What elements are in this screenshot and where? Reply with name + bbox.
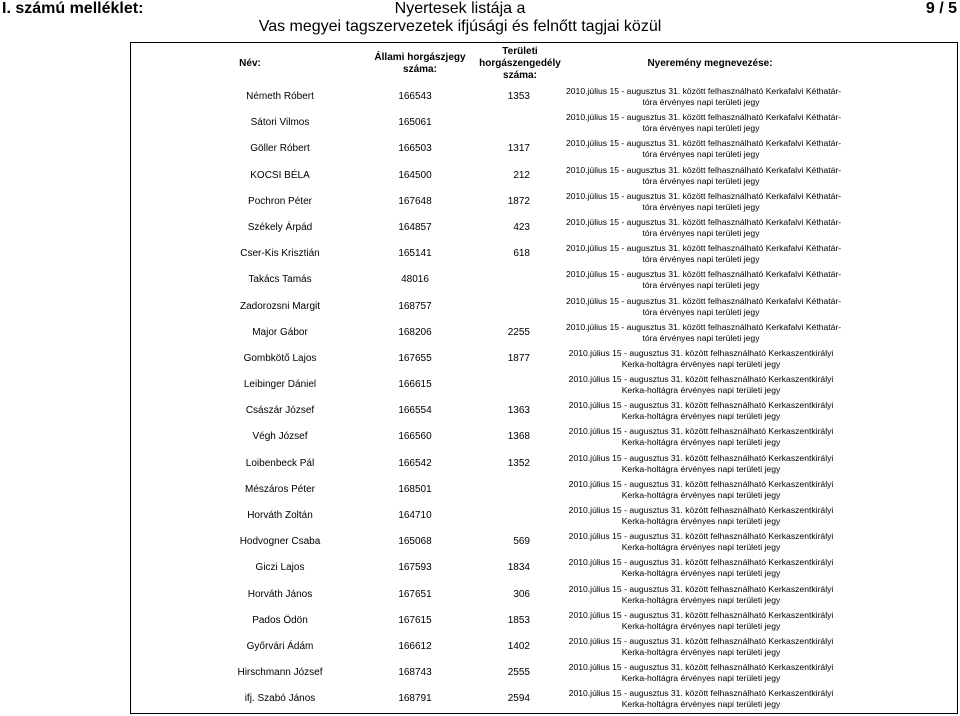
prize-line-1: 2010.július 15 - augusztus 31. között felhasználható Kerkafalvi Kéthatár-	[566, 216, 842, 227]
prize-description	[566, 138, 842, 160]
prize-description	[566, 269, 842, 291]
table-row	[130, 110, 958, 136]
area-permit-number: 1353	[507, 91, 530, 102]
prize-line-2: Kerka-holtágra érvényes napi területi jegy	[621, 358, 781, 369]
license-number: 167648	[398, 195, 432, 207]
table-row	[130, 189, 958, 215]
prize-line-1: 2010.július 15 - augusztus 31. között felhasználható Kerkafalvi Kéthatár-	[566, 321, 842, 332]
area-permit-number: 1402	[507, 640, 530, 652]
prize-description	[566, 505, 836, 527]
prize-description	[566, 295, 842, 318]
prize-line-2: tóra érvényes napi területi jegy	[642, 227, 760, 238]
table-row	[130, 555, 958, 581]
prize-line-2: Kerka-holtágra érvényes napi területi jegy	[621, 568, 781, 579]
prize-line-2: tóra érvényes napi területi jegy	[642, 97, 760, 107]
area-permit-number: 1872	[507, 195, 530, 207]
area-permit-number: 1363	[507, 405, 530, 417]
prize-line-2: Kerka-holtágra érvényes napi területi jegy	[621, 646, 781, 657]
area-permit-number: 2255	[507, 326, 530, 338]
area-permit-number: 423	[513, 221, 530, 233]
winner-name: Hirschmann József	[237, 667, 323, 679]
column-header-area	[470, 46, 570, 82]
winner-name: Császár József	[245, 405, 315, 417]
license-number: 168743	[398, 667, 432, 679]
prize-line-2: tóra érvényes napi területi jegy	[642, 280, 760, 291]
prize-description	[566, 584, 836, 606]
prize-line-1: 2010.július 15 - augusztus 31. között felhasználható Kerkaszentkirályi	[568, 426, 834, 437]
area-permit-number: 1877	[507, 352, 530, 364]
area-permit-number: 2555	[507, 667, 530, 679]
prize-line-2: Kerka-holtágra érvényes napi területi jegy	[621, 620, 781, 631]
prize-line-1: 2010.július 15 - augusztus 31. között felhasználható Kerkaszentkirályi	[568, 583, 834, 594]
license-number: 166503	[398, 143, 432, 155]
column-header-name: Név:	[239, 58, 261, 69]
area-permit-number: 1853	[507, 614, 530, 626]
prize-line-2: Kerka-holtágra érvényes napi területi jegy	[621, 542, 781, 553]
table-row	[130, 582, 958, 608]
winner-name: Giczi Lajos	[255, 562, 305, 574]
prize-line-2: Kerka-holtágra érvényes napi területi jegy	[621, 516, 781, 526]
prize-line-2: tóra érvényes napi területi jegy	[642, 123, 760, 134]
column-header-area-line-1: Területi	[502, 46, 538, 57]
winner-name: Leibinger Dániel	[243, 379, 317, 391]
license-number: 165068	[398, 536, 432, 548]
winners-table-body	[130, 84, 958, 713]
area-permit-number: 2594	[507, 693, 530, 705]
column-header-area-line-3: száma:	[503, 70, 537, 81]
table-row	[130, 163, 958, 189]
document-title	[160, 0, 760, 36]
license-number: 167651	[398, 588, 432, 600]
table-row	[130, 634, 958, 660]
license-number: 165061	[398, 117, 432, 129]
prize-description	[566, 453, 836, 475]
prize-description	[566, 216, 842, 239]
license-number: 164710	[398, 510, 432, 521]
prize-line-2: Kerka-holtágra érvényes napi területi jegy	[621, 489, 781, 500]
prize-line-2: tóra érvényes napi területi jegy	[642, 149, 760, 160]
license-number: 164857	[398, 221, 432, 233]
license-number: 167615	[398, 614, 432, 626]
winner-name: Székely Árpád	[247, 221, 313, 233]
prize-line-1: 2010.július 15 - augusztus 31. között felhasználható Kerkafalvi Kéthatár-	[566, 190, 842, 201]
license-number: 48016	[401, 274, 429, 286]
title-line-2: Vas megyei tagszervezetek ifjúsági és felnőtt tagjai közül	[258, 18, 662, 35]
column-header-area-line-2: horgászengedély	[479, 58, 561, 69]
table-row	[130, 451, 958, 477]
winner-name: Takács Tamás	[248, 274, 312, 286]
license-number: 166560	[398, 431, 432, 443]
prize-line-1: 2010.július 15 - augusztus 31. között felhasználható Kerkaszentkirályi	[568, 557, 834, 568]
license-number: 166543	[398, 91, 432, 102]
winner-name: Győrvári Ádám	[246, 640, 314, 652]
table-row	[130, 84, 958, 110]
license-number: 168501	[398, 483, 432, 495]
prize-line-2: Kerka-holtágra érvényes napi területi jegy	[621, 673, 781, 684]
prize-line-1: 2010.július 15 - augusztus 31. között felhasználható Kerkaszentkirályi	[568, 478, 834, 489]
table-row	[130, 424, 958, 450]
prize-line-1: 2010.július 15 - augusztus 31. között felhasználható Kerkaszentkirályi	[568, 635, 834, 646]
prize-description	[566, 348, 836, 370]
license-number: 167655	[398, 352, 432, 364]
page-number: 9 / 5	[925, 0, 957, 17]
prize-line-1: 2010.július 15 - augusztus 31. között felhasználható Kerkafalvi Kéthatár-	[566, 295, 842, 306]
column-header-prize: Nyeremény megnevezése:	[647, 58, 773, 69]
license-number: 166615	[398, 379, 432, 391]
table-row	[130, 529, 958, 555]
winner-name: Pochron Péter	[248, 195, 312, 207]
winner-name: Gombkötő Lajos	[243, 352, 317, 364]
winner-name: Horváth Zoltán	[247, 510, 313, 521]
prize-description	[566, 426, 836, 448]
winner-name: Loibenbeck Pál	[245, 457, 315, 469]
winner-name: Németh Róbert	[246, 91, 314, 102]
prize-line-1: 2010.július 15 - augusztus 31. között felhasználható Kerkaszentkirályi	[568, 452, 834, 463]
license-number: 167593	[398, 562, 432, 574]
prize-description	[566, 190, 842, 213]
column-header-license-line-2: száma:	[403, 64, 437, 75]
prize-description	[566, 557, 836, 579]
prize-line-1: 2010.július 15 - augusztus 31. között felhasználható Kerkafalvi Kéthatár-	[566, 269, 842, 280]
prize-line-1: 2010.július 15 - augusztus 31. között felhasználható Kerkafalvi Kéthatár-	[566, 138, 842, 149]
prize-line-1: 2010.július 15 - augusztus 31. között felhasználható Kerkaszentkirályi	[568, 662, 834, 673]
prize-line-1: 2010.július 15 - augusztus 31. között felhasználható Kerkafalvi Kéthatár-	[566, 164, 842, 175]
table-row	[130, 346, 958, 372]
winner-name: Major Gábor	[252, 326, 308, 338]
table-row	[130, 660, 958, 686]
prize-line-2: tóra érvényes napi területi jegy	[642, 175, 760, 186]
table-row	[130, 372, 958, 398]
prize-description	[566, 164, 842, 187]
prize-line-1: 2010.július 15 - augusztus 31. között felhasználható Kerkaszentkirályi	[568, 531, 834, 542]
column-header-license	[370, 52, 470, 76]
title-line-1: Nyertesek listája a	[394, 0, 526, 17]
area-permit-number: 1834	[507, 562, 530, 574]
winner-name: Hodvogner Csaba	[239, 536, 321, 548]
area-permit-number: 1368	[507, 431, 530, 443]
prize-line-1: 2010.július 15 - augusztus 31. között felhasználható Kerkaszentkirályi	[568, 374, 834, 385]
prize-description	[566, 112, 842, 134]
prize-line-2: Kerka-holtágra érvényes napi területi jegy	[621, 463, 781, 474]
prize-line-1: 2010.július 15 - augusztus 31. között felhasználható Kerkaszentkirályi	[568, 609, 834, 620]
table-row	[130, 503, 958, 529]
prize-line-2: tóra érvényes napi területi jegy	[642, 201, 760, 212]
winner-name: ifj. Szabó János	[244, 693, 316, 705]
table-row	[130, 241, 958, 267]
table-row	[130, 477, 958, 503]
prize-description	[566, 243, 842, 265]
prize-description	[566, 531, 836, 553]
prize-description	[566, 662, 836, 684]
license-number: 166554	[398, 405, 432, 417]
winner-name: Mészáros Péter	[244, 483, 316, 495]
prize-line-1: 2010.július 15 - augusztus 31. között felhasználható Kerkaszentkirályi	[568, 400, 834, 411]
prize-line-1: 2010.július 15 - augusztus 31. között felhasználható Kerkaszentkirályi	[568, 688, 834, 699]
prize-line-2: tóra érvényes napi területi jegy	[642, 306, 760, 317]
prize-line-2: Kerka-holtágra érvényes napi területi jegy	[621, 385, 781, 396]
prize-line-2: Kerka-holtágra érvényes napi területi jegy	[621, 411, 781, 422]
area-permit-number: 618	[513, 248, 530, 260]
area-permit-number: 212	[513, 169, 530, 181]
table-row	[130, 608, 958, 634]
area-permit-number: 569	[513, 536, 530, 548]
license-number: 168791	[398, 693, 432, 705]
winner-name: KOCSI BÉLA	[250, 169, 310, 181]
winner-name: Sátori Vilmos	[250, 117, 310, 129]
prize-line-2: Kerka-holtágra érvényes napi területi jegy	[621, 699, 781, 710]
prize-description	[566, 86, 842, 108]
prize-line-1: 2010.július 15 - augusztus 31. között felhasználható Kerkafalvi Kéthatár-	[566, 112, 842, 123]
table-row	[130, 398, 958, 424]
prize-description	[566, 321, 842, 344]
winner-name: Végh József	[252, 431, 308, 443]
table-row	[130, 267, 958, 293]
prize-line-1: 2010.július 15 - augusztus 31. között felhasználható Kerkaszentkirályi	[568, 505, 834, 515]
prize-description	[566, 610, 836, 632]
prize-description	[566, 400, 836, 422]
table-row	[130, 320, 958, 346]
annex-label: I. számú melléklet:	[2, 0, 144, 17]
table-row	[130, 215, 958, 241]
prize-line-2: tóra érvényes napi területi jegy	[642, 332, 760, 343]
prize-line-1: 2010.július 15 - augusztus 31. között felhasználható Kerkaszentkirályi	[568, 347, 834, 358]
column-header-license-line-1: Állami horgászjegy	[374, 52, 466, 63]
prize-line-1: 2010.július 15 - augusztus 31. között felhasználható Kerkafalvi Kéthatár-	[566, 243, 842, 254]
prize-description	[566, 636, 836, 658]
prize-line-2: Kerka-holtágra érvényes napi területi jegy	[621, 437, 781, 448]
winner-name: Zadorozsni Margit	[239, 300, 321, 312]
winner-name: Horváth János	[247, 588, 313, 600]
area-permit-number: 1317	[507, 143, 530, 155]
prize-description	[566, 479, 836, 501]
prize-description	[566, 688, 836, 710]
area-permit-number: 306	[513, 588, 530, 600]
license-number: 165141	[398, 248, 432, 260]
license-number: 168757	[398, 300, 432, 312]
prize-description	[566, 374, 836, 396]
table-row	[130, 294, 958, 320]
prize-line-1: 2010.július 15 - augusztus 31. között felhasználható Kerkafalvi Kéthatár-	[566, 86, 842, 96]
winner-name: Cser-Kis Krisztián	[240, 248, 320, 260]
prize-line-2: tóra érvényes napi területi jegy	[642, 254, 760, 265]
license-number: 168206	[398, 326, 432, 338]
license-number: 164500	[398, 169, 432, 181]
winner-name: Göller Róbert	[250, 143, 310, 155]
table-row	[130, 686, 958, 712]
license-number: 166612	[398, 640, 432, 652]
area-permit-number: 1352	[507, 457, 530, 469]
table-row	[130, 136, 958, 162]
license-number: 166542	[398, 457, 432, 469]
winner-name: Pados Ödön	[252, 614, 308, 626]
prize-line-2: Kerka-holtágra érvényes napi területi jegy	[621, 594, 781, 605]
